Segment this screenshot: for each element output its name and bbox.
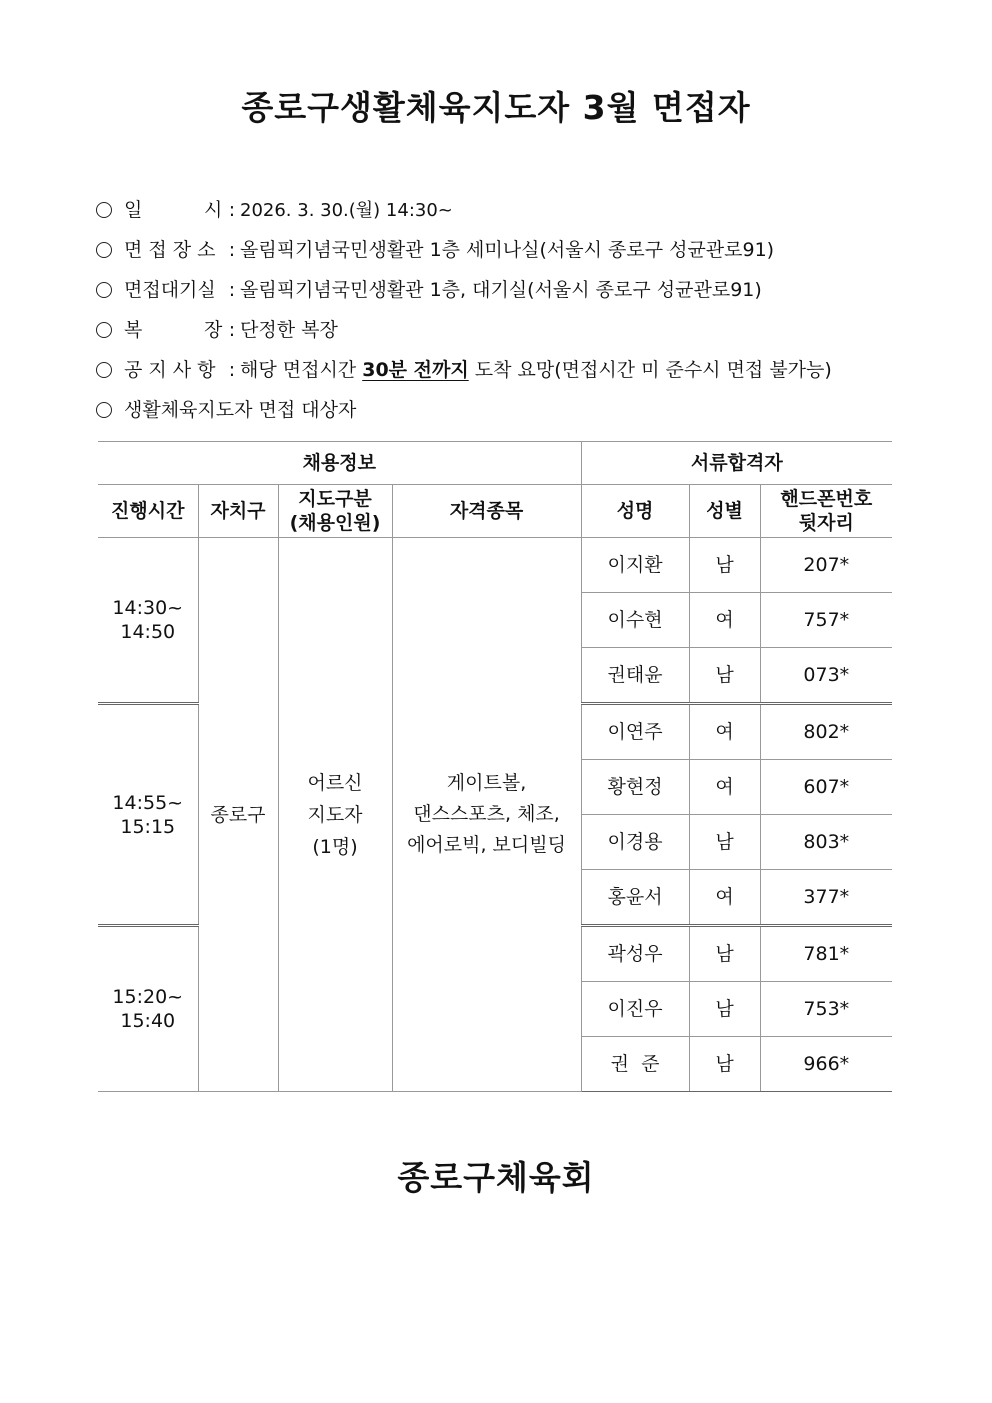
gender-cell: 남 [689, 1037, 760, 1092]
name-cell: 이진우 [581, 982, 689, 1037]
name-cell: 이지환 [581, 538, 689, 593]
phone-cell: 757* [760, 593, 892, 648]
place-label: 면 접 장 소 [124, 239, 216, 261]
gender-cell: 여 [689, 593, 760, 648]
phone-cell: 803* [760, 815, 892, 870]
waiting-value: 올림픽기념국민생활관 1층, 대기실(서울시 종로구 성균관로91) [240, 279, 762, 301]
sport-cell: 게이트볼, 댄스스포츠, 체조, 에어로빅, 보디빌딩 [392, 538, 581, 1092]
name-cell: 곽성우 [581, 926, 689, 982]
type-cell: 어르신 지도자 (1명) [278, 538, 392, 1092]
gender-cell: 여 [689, 704, 760, 760]
info-notice: 공 지 사 항 : 해당 면접시간 30분 전까지 도착 요망(면접시간 미 준수시 면접 불가능) [96, 356, 906, 396]
phone-cell: 207* [760, 538, 892, 593]
col-header-type: 지도구분 (채용인원) [278, 485, 392, 538]
date-value: 2026. 3. 30.(월) 14:30~ [240, 200, 453, 221]
dress-label: 복 장 [124, 319, 223, 341]
time-slot-3: 15:20~ 15:40 [98, 926, 198, 1092]
waiting-label: 면접대기실 [124, 279, 216, 301]
gender-cell: 여 [689, 760, 760, 815]
name-cell: 권태윤 [581, 648, 689, 704]
info-waiting-room: 면접대기실 : 올림픽기념국민생활관 1층, 대기실(서울시 종로구 성균관로91) [96, 276, 906, 316]
phone-cell: 966* [760, 1037, 892, 1092]
table-group-header-row [98, 442, 892, 485]
circle-bullet-icon [96, 322, 112, 338]
notice-label: 공 지 사 항 [124, 359, 216, 381]
col-header-gender: 성별 [689, 485, 760, 538]
name-cell: 이연주 [581, 704, 689, 760]
col-header-district: 자치구 [198, 485, 278, 538]
col-header-time: 진행시간 [98, 485, 198, 538]
col-header-name: 성명 [581, 485, 689, 538]
phone-cell: 607* [760, 760, 892, 815]
time-slot-2: 14:55~ 15:15 [98, 704, 198, 926]
col-header-phone: 핸드폰번호 뒷자리 [760, 485, 892, 538]
name-cell: 이경용 [581, 815, 689, 870]
table-row [98, 538, 892, 593]
info-section [96, 196, 906, 436]
group-header-passed: 서류합격자 [581, 442, 892, 485]
info-dress: 복 장 : 단정한 복장 [96, 316, 906, 356]
phone-cell: 781* [760, 926, 892, 982]
circle-bullet-icon [96, 282, 112, 298]
info-place: 면 접 장 소 : 올림픽기념국민생활관 1층 세미나실(서울시 종로구 성균관로91) [96, 236, 906, 276]
phone-cell: 753* [760, 982, 892, 1037]
circle-bullet-icon [96, 362, 112, 378]
col-header-sport: 자격종목 [392, 485, 581, 538]
footer-organization: 종로구체육회 [397, 1158, 595, 1197]
district-cell: 종로구 [198, 538, 278, 1092]
phone-cell: 377* [760, 870, 892, 926]
table-column-header-row [98, 485, 892, 538]
time-slot-1: 14:30~ 14:50 [98, 538, 198, 704]
circle-bullet-icon [96, 402, 112, 418]
gender-cell: 여 [689, 870, 760, 926]
phone-cell: 802* [760, 704, 892, 760]
notice-emphasis: 30분 전까지 [362, 359, 469, 381]
circle-bullet-icon [96, 242, 112, 258]
name-cell: 황현정 [581, 760, 689, 815]
date-label: 일 시 [124, 199, 223, 221]
gender-cell: 남 [689, 815, 760, 870]
gender-cell: 남 [689, 982, 760, 1037]
gender-cell: 남 [689, 648, 760, 704]
info-date: 일 시 : 2026. 3. 30.(월) 14:30~ [96, 196, 906, 236]
group-header-recruit: 채용정보 [98, 442, 581, 485]
page-title: 종로구생활체육지도자 3월 면접자 [241, 88, 751, 127]
name-cell: 이수현 [581, 593, 689, 648]
info-target [96, 396, 906, 436]
name-cell: 홍윤서 [581, 870, 689, 926]
gender-cell: 남 [689, 926, 760, 982]
notice-suffix: 도착 요망(면접시간 미 준수시 면접 불가능) [474, 359, 832, 381]
notice-prefix: 해당 면접시간 [240, 359, 357, 381]
target-text: 생활체육지도자 면접 대상자 [124, 399, 357, 421]
gender-cell: 남 [689, 538, 760, 593]
dress-value: 단정한 복장 [240, 319, 338, 341]
interview-schedule-table [98, 441, 892, 1092]
phone-cell: 073* [760, 648, 892, 704]
circle-bullet-icon [96, 202, 112, 218]
name-cell: 권 준 [581, 1037, 689, 1092]
place-value: 올림픽기념국민생활관 1층 세미나실(서울시 종로구 성균관로91) [240, 239, 775, 261]
